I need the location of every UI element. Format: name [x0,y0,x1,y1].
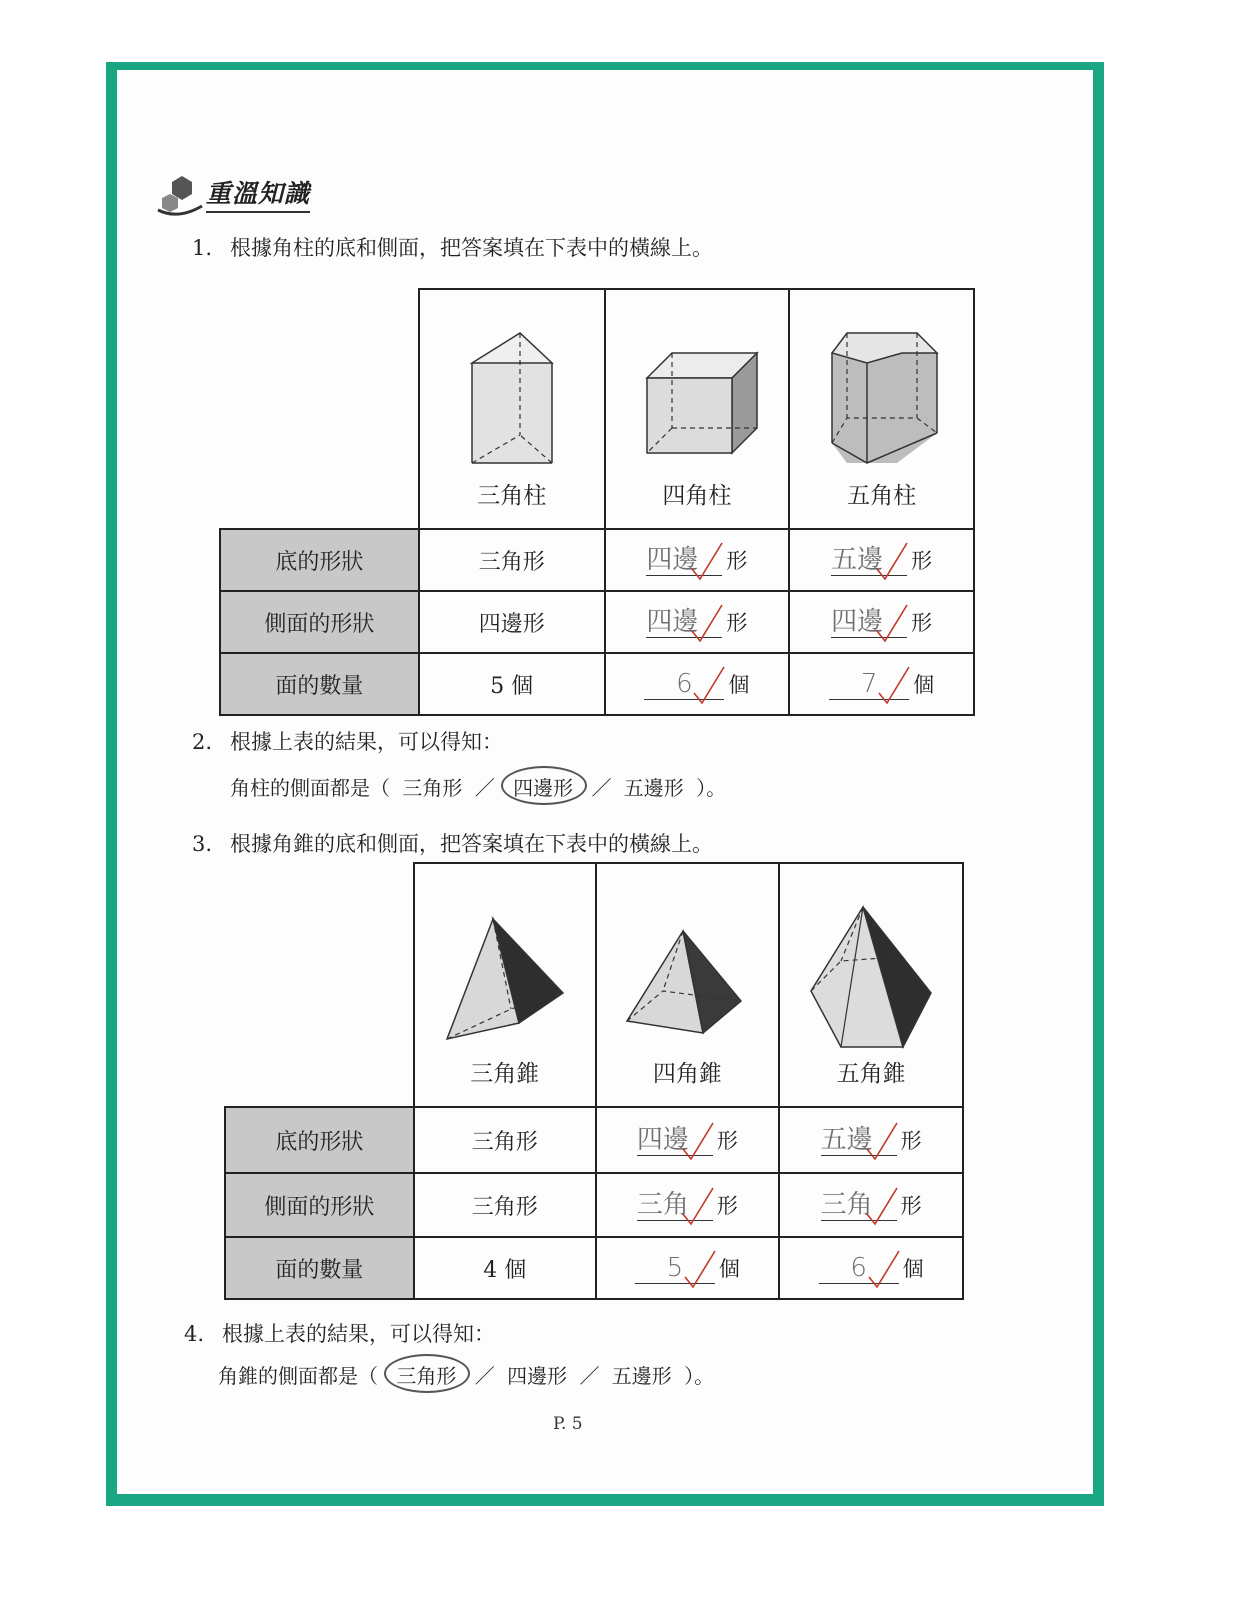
answer-cell: 7 個 [789,653,974,715]
handwritten-answer[interactable]: 6 [644,669,724,700]
answer-cell: 四邊 形 [789,591,974,653]
pentagonal-prism-figure [812,323,952,473]
row-header-face-count: 面的數量 [225,1237,414,1299]
pyramid-name: 三角錐 [470,1061,540,1087]
question-1 [192,232,713,262]
corner-cell [220,289,419,529]
question-number: 1. [192,236,213,260]
row-header-face-count: 面的數量 [220,653,419,715]
answer-cell: 四邊 形 [596,1107,780,1173]
check-mark-icon [873,663,913,707]
answer-cell: 四邊 形 [605,529,790,591]
triangular-prism-figure [442,323,582,473]
pentagonal-prism-cell [789,289,974,529]
question-3 [192,828,713,858]
answer-cell: 四邊 形 [605,591,790,653]
option-triangle[interactable]: 三角形 [402,776,463,800]
handwritten-answer[interactable]: 7 [829,669,909,700]
handwritten-answer[interactable]: 三角 [821,1190,897,1221]
handwritten-answer[interactable]: 五邊 [831,545,907,576]
answer-cell: 三角 形 [596,1173,780,1237]
given-side-shape: 四邊形 [419,591,605,653]
handwritten-answer[interactable]: 四邊 [831,607,907,638]
prism-name: 五角柱 [847,483,917,509]
answer-cell: 6 個 [779,1237,963,1299]
corner-cell [225,863,414,1107]
option-quadrilateral-circled[interactable]: 四邊形 [507,772,579,801]
check-mark-icon [679,1247,719,1291]
handwritten-answer[interactable]: 四邊 [637,1125,713,1156]
row-header-base-shape: 底的形狀 [225,1107,414,1173]
given-face-count: 5 個 [419,653,605,715]
prism-name: 四角柱 [662,483,732,509]
option-quadrilateral[interactable]: 四邊形 [507,1364,568,1388]
square-pyramid-cell [596,863,780,1107]
square-pyramid-figure [617,921,757,1051]
pyramid-table [224,862,964,1300]
row-header-side-shape: 側面的形狀 [225,1173,414,1237]
section-title: 重溫知識 [206,174,310,213]
handwritten-answer[interactable]: 四邊 [646,545,722,576]
question-text: 根據上表的結果，可以得知： [230,730,503,754]
conclusion-statement-4: 角錐的側面都是（ 三角形 ／ 四邊形 ／ 五邊形 ）。 [218,1360,714,1389]
handwritten-answer[interactable]: 5 [635,1253,715,1284]
answer-cell: 五邊 形 [779,1107,963,1173]
question-2 [192,726,503,756]
triangular-pyramid-cell [414,863,596,1107]
page-number: P. 5 [553,1414,583,1434]
answer-cell: 五邊 形 [789,529,974,591]
handwritten-answer[interactable]: 6 [819,1253,899,1284]
question-text: 根據角錐的底和側面，把答案填在下表中的橫線上。 [230,832,713,856]
given-side-shape: 三角形 [414,1173,596,1237]
pentagonal-pyramid-cell [779,863,963,1107]
square-prism-cell [605,289,790,529]
option-triangle-circled[interactable]: 三角形 [390,1360,462,1389]
given-face-count: 4 個 [414,1237,596,1299]
question-4 [184,1318,495,1348]
handwritten-answer[interactable]: 五邊 [821,1125,897,1156]
given-base-shape: 三角形 [419,529,605,591]
answer-cell: 三角 形 [779,1173,963,1237]
handwritten-answer[interactable]: 四邊 [646,607,722,638]
question-number: 3. [192,832,213,856]
handwritten-answer[interactable]: 三角 [637,1190,713,1221]
option-pentagon[interactable]: 五邊形 [611,1364,672,1388]
question-number: 4. [184,1322,205,1346]
pentagonal-pyramid-figure [801,901,941,1051]
question-text: 根據上表的結果，可以得知： [222,1322,495,1346]
pyramid-name: 四角錐 [652,1061,722,1087]
row-header-side-shape: 側面的形狀 [220,591,419,653]
given-base-shape: 三角形 [414,1107,596,1173]
prism-name: 三角柱 [477,483,547,509]
triangular-prism-cell [419,289,605,529]
option-pentagon[interactable]: 五邊形 [623,776,684,800]
question-number: 2. [192,730,213,754]
check-mark-icon [863,1247,903,1291]
conclusion-statement-2: 角柱的側面都是（ 三角形 ／ 四邊形 ／ 五邊形 ）。 [230,772,726,801]
prism-table [219,288,975,716]
check-mark-icon [688,663,728,707]
question-text: 根據角柱的底和側面，把答案填在下表中的橫線上。 [230,236,713,260]
pyramid-name: 五角錐 [836,1061,906,1087]
hexagon-cubes-icon [156,170,206,220]
triangular-pyramid-figure [435,911,575,1051]
answer-cell: 6 個 [605,653,790,715]
row-header-base-shape: 底的形狀 [220,529,419,591]
square-prism-figure [627,343,767,473]
answer-cell: 5 個 [596,1237,780,1299]
